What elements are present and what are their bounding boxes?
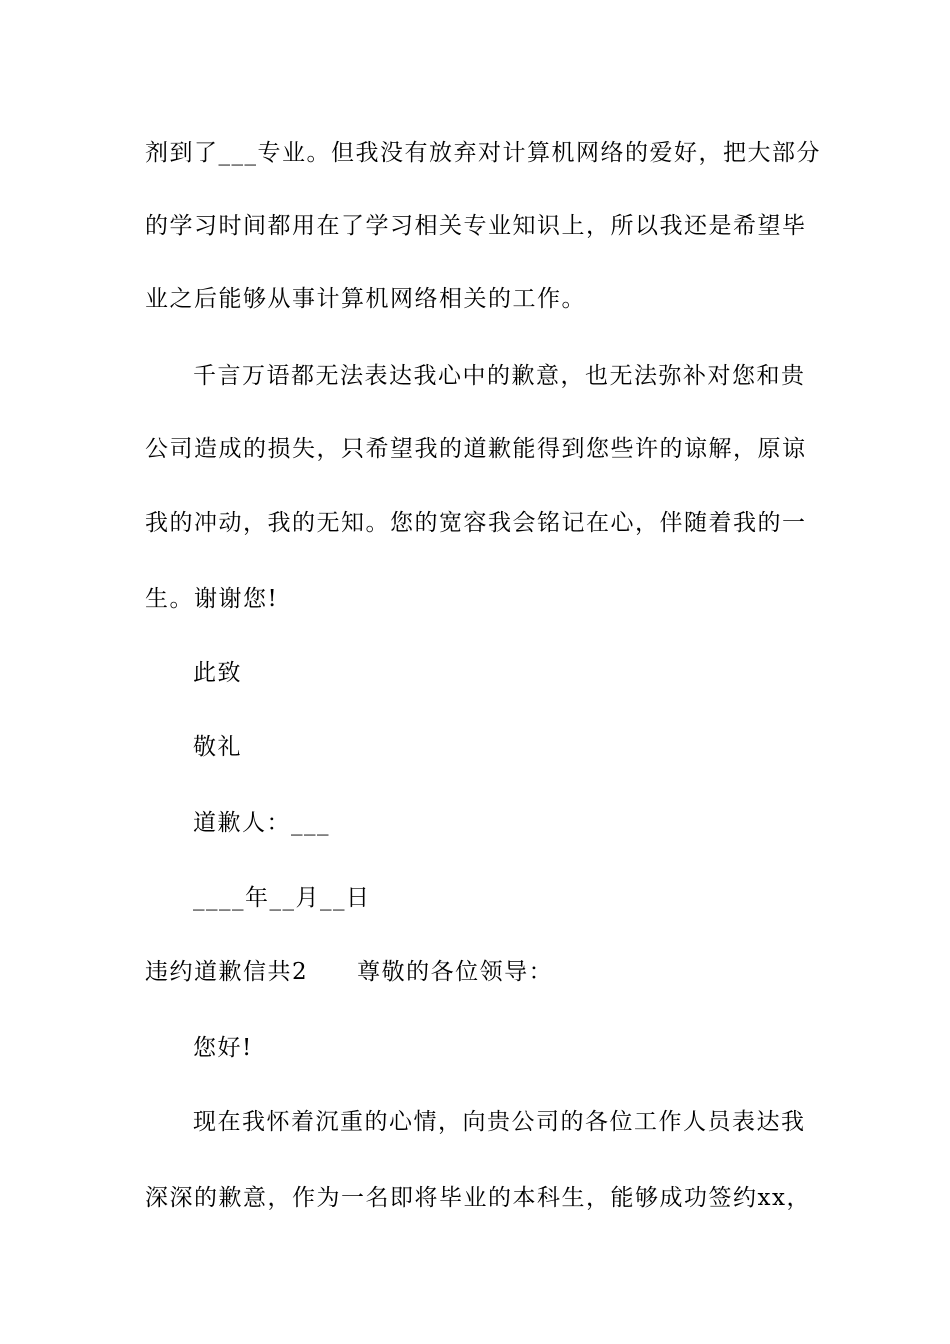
- date-line: ____年__月__日: [193, 885, 371, 911]
- text-line: 业之后能够从事计算机网络相关的工作。: [145, 286, 586, 312]
- text-line: 我的冲动，我的无知。您的宽容我会铭记在心，伴随着我的一: [145, 510, 807, 536]
- text-line: 剂到了___专业。但我没有放弃对计算机网络的爱好，把大部分: [145, 140, 821, 166]
- text-line: 深深的歉意，作为一名即将毕业的本科生，能够成功签约xx，: [145, 1185, 811, 1211]
- paragraph-start-line: 现在我怀着沉重的心情，向贵公司的各位工作人员表达我: [193, 1109, 806, 1135]
- closing-regards: 敬礼: [193, 734, 242, 760]
- text-line: 公司造成的损失，只希望我的道歉能得到您些许的谅解，原谅: [145, 436, 807, 462]
- signature-line: 道歉人：___: [193, 810, 330, 836]
- text-line: 的学习时间都用在了学习相关专业知识上，所以我还是希望毕: [145, 213, 807, 239]
- text-line: 生。谢谢您!: [145, 586, 279, 612]
- paragraph-start-line: 千言万语都无法表达我心中的歉意，也无法弥补对您和贵: [193, 363, 806, 389]
- greeting: 您好!: [193, 1035, 253, 1061]
- closing-salutation: 此致: [193, 660, 242, 686]
- section-heading: 违约道歉信共2 尊敬的各位领导：: [145, 959, 554, 985]
